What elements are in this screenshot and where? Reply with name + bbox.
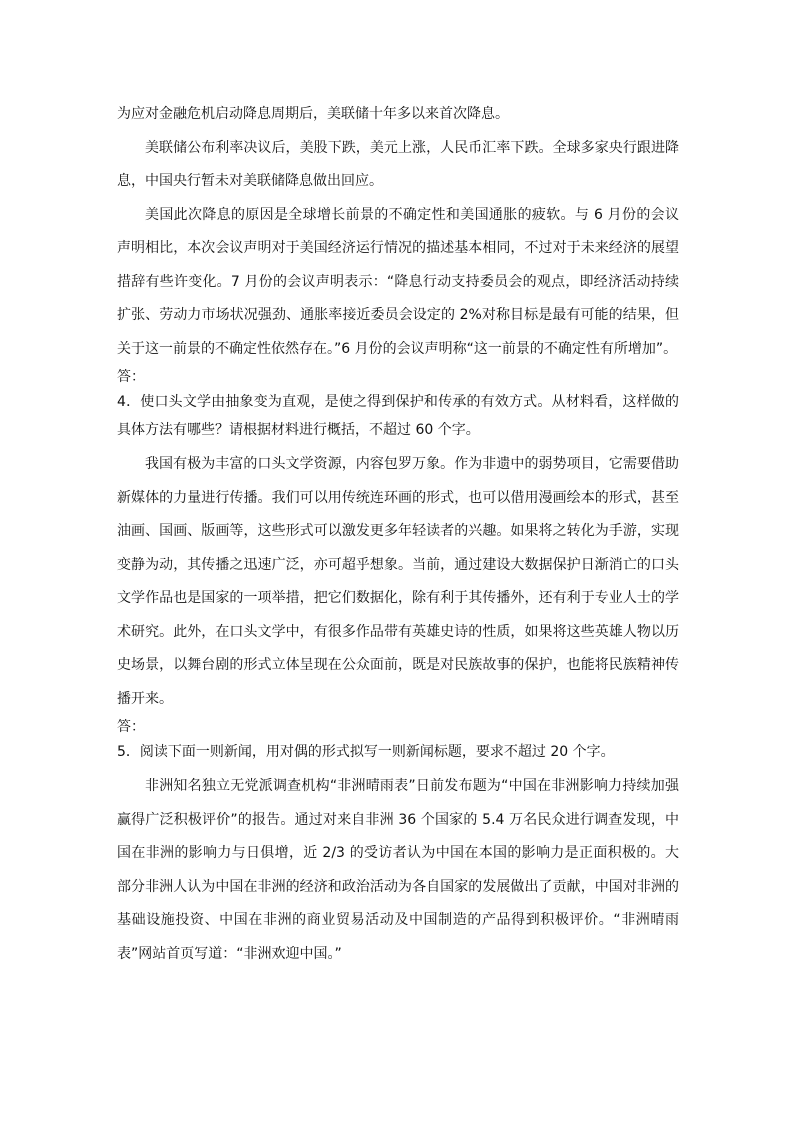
question-4-passage: 我国有极为丰富的口头文学资源，内容包罗万象。作为非遗中的弱势项目，它需要借助新媒体的力量进行传播。我们可以用传统连环画的形式，也可以借用漫画绘本的形式，甚至油画、国画、版画等，这些形式可以激发更多年轻读者的兴趣。如果将之转化为手游，实现变静为动，其传播之迅速广泛，亦可超乎想象。当前，通过建设大数据保护日渐消亡的口头文学作品也是国家的一项举措，把它们数据化，除有利于其传播外，还有利于专业人士的学术研究。此外，在口头文学中，有很多作品带有英雄史诗的性质，如果将这些英雄人物以历史场景，以舞台剧的形式立体呈现在公众面前，既是对民族故事的保护，也能将民族精神传播开来。 xyxy=(117,456,679,707)
document-page xyxy=(117,98,679,971)
question-4: 4．使口头文学由抽象变为直观，是使之得到保护和传承的有效方式。从材料看，这样做的具体方法有哪些？请根据材料进行概括，不超过 60 个字。 xyxy=(117,394,679,438)
answer-label-4: 答： xyxy=(117,719,145,735)
paragraph-2: 美联储公布利率决议后，美股下跌，美元上涨，人民币汇率下跌。全球多家央行跟进降息，中国央行暂未对美联储降息做出回应。 xyxy=(117,139,679,189)
answer-label-3: 答： xyxy=(117,369,145,385)
paragraph-1: 为应对金融危机启动降息周期后，美联储十年多以来首次降息。 xyxy=(117,106,509,122)
paragraph-3: 美国此次降息的原因是全球增长前景的不确定性和美国通胀的疲软。与 6 月份的会议声明相比，本次会议声明对于美国经济运行情况的描述基本相同，不过对于未来经济的展望措辞有些许变化。7 月份的会议声明表示：“降息行动支持委员会的观点，即经济活动持续扩张、劳动力市场状况强劲、通胀率接近委员会设定的 2%对称目标是最有可能的结果，但关于这一前景的不确定性依然存在。”6 月份的会议声明称“这一前景的不确定性有所增加”。 xyxy=(117,206,679,357)
question-5-passage: 非洲知名独立无党派调查机构“非洲晴雨表”日前发布题为“中国在非洲影响力持续加强赢得广泛积极评价”的报告。通过对来自非洲 36 个国家的 5.4 万名民众进行调查发现，中国在非洲的影响力与日俱增，近 2/3 的受访者认为中国在本国的影响力是正面积极的。大部分非洲人认为中国在非洲的经济和政治活动为各自国家的发展做出了贡献，中国对非洲的基础设施投资、中国在非洲的商业贸易活动及中国制造的产品得到积极评价。“非洲晴雨表”网站首页写道：“非洲欢迎中国。” xyxy=(117,778,679,962)
question-5: 5．阅读下面一则新闻，用对偶的形式拟写一则新闻标题，要求不超过 20 个字。 xyxy=(117,744,615,760)
